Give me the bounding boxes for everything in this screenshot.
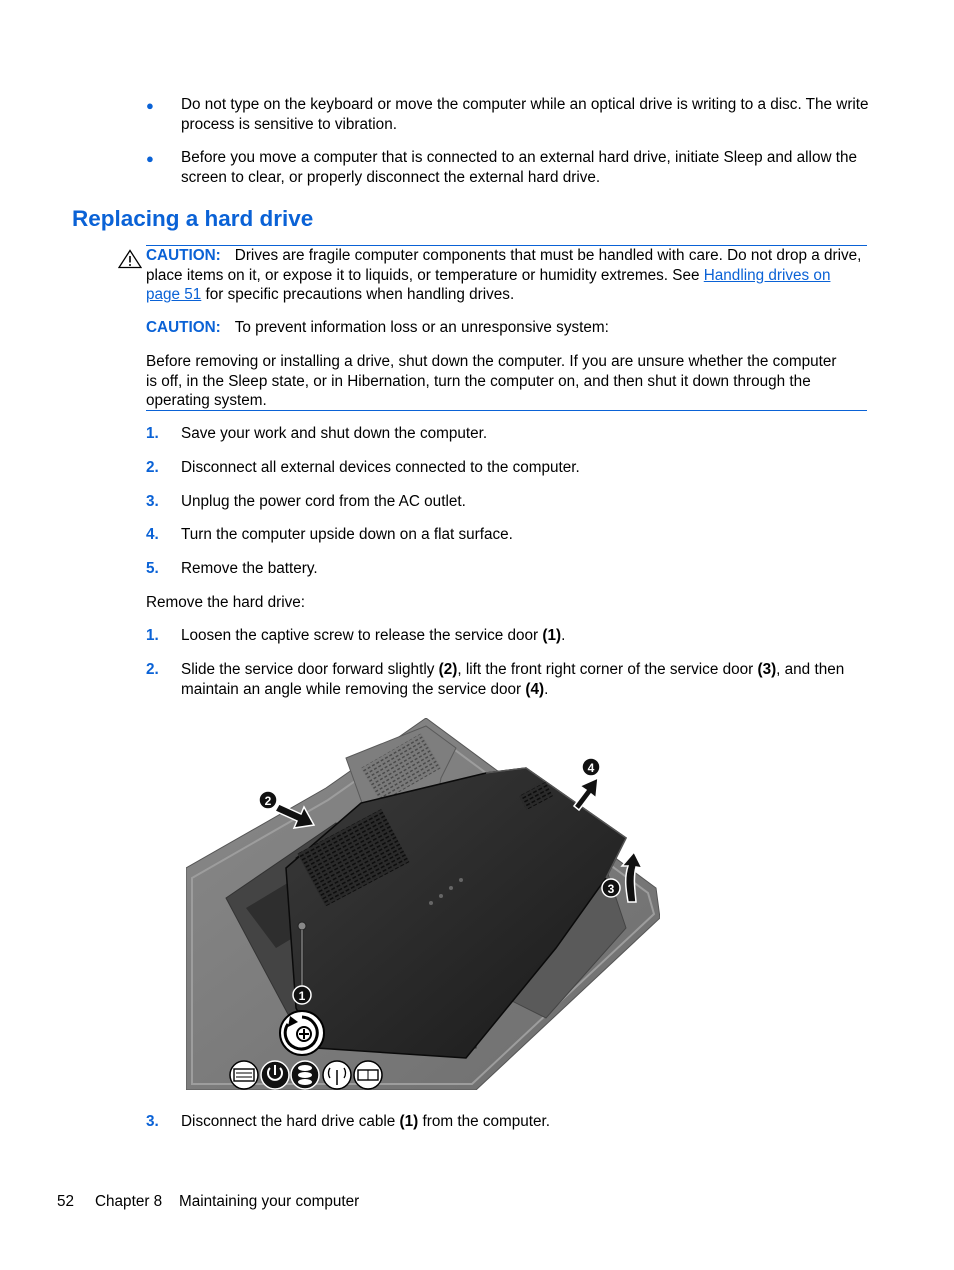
bullet-item: Before you move a computer that is connected to an external hard drive, initiate Sleep and allow the screen to clear, or properly disconnect the external hard drive. — [181, 149, 858, 186]
step-text-part: from the computer. — [418, 1113, 551, 1130]
step-text-part: Slide the service door forward slightly — [181, 661, 439, 678]
page-number: 52 — [57, 1193, 75, 1210]
step-text — [181, 660, 861, 699]
footer-chapter: Chapter 8 — [95, 1193, 163, 1210]
remove-intro: Remove the hard drive: — [146, 594, 305, 611]
step-number: 3. — [146, 1113, 159, 1130]
caution-triangle-icon — [118, 249, 142, 269]
callout-2-label: 2 — [264, 794, 272, 808]
caution-paragraph — [146, 318, 864, 338]
step-text — [181, 626, 871, 646]
callout-ref: (1) — [542, 627, 562, 644]
bullet-item: Do not type on the keyboard or move the computer while an optical drive is writing to a disc. The write process is sensitive to vibration. — [181, 96, 869, 133]
step-text: Remove the battery. — [181, 560, 318, 577]
callout-1-label: 1 — [298, 989, 306, 1003]
caution-bottom-rule — [146, 410, 867, 411]
step-text-part: , lift the front right corner of the service door — [457, 661, 758, 678]
footer-title: Maintaining your computer — [179, 1193, 360, 1210]
callout-ref: (1) — [399, 1113, 419, 1130]
step-text: Unplug the power cord from the AC outlet. — [181, 493, 466, 510]
caution-label: CAUTION: — [146, 247, 221, 264]
step-text-part: . — [561, 627, 566, 644]
step-number: 5. — [146, 560, 159, 577]
callout-ref: (2) — [438, 661, 458, 678]
caution-text: Drives are fragile computer components that must be handled with care. Do not drop a drive, place items on it, or expose it to liquids, or temperature or humidity extremes. See — [146, 247, 862, 284]
step-text: Save your work and shut down the computer. — [181, 425, 488, 442]
step-text-part: , and then maintain an angle while removing the service door — [181, 661, 845, 698]
section-heading: Replacing a hard drive — [72, 206, 314, 231]
handling-drives-link[interactable]: Handling drives on page 51 — [146, 266, 831, 303]
callout-ref: (4) — [525, 680, 545, 698]
step-text-part: Loosen the captive screw to release the service door — [181, 627, 543, 644]
step-text: Turn the computer upside down on a flat surface. — [181, 526, 513, 543]
callout-4-label: 4 — [587, 761, 595, 775]
caution-paragraph — [146, 246, 864, 305]
step-text — [181, 1112, 871, 1132]
step-text-part: . — [544, 680, 549, 698]
step-number: 2. — [146, 661, 159, 678]
step-number: 1. — [146, 425, 159, 442]
caution-text: To prevent information loss or an unresponsive system: — [234, 319, 609, 336]
step-number: 1. — [146, 627, 159, 644]
bullet-marker: ● — [146, 98, 154, 113]
bullet-marker: ● — [146, 151, 154, 166]
service-door-removal-figure — [186, 718, 660, 1090]
step-text-part: Disconnect the hard drive cable — [181, 1113, 400, 1130]
caution-label: CAUTION: — [146, 319, 221, 336]
step-number: 2. — [146, 459, 159, 476]
caution-body: Before removing or installing a drive, shut down the computer. If you are unsure whether the computer is off, in the Sleep state, or in Hibernation, turn the computer on, and then shut it down through the operating system. — [146, 353, 837, 409]
step-number: 4. — [146, 526, 159, 543]
caution-text-after: for specific precautions when handling drives. — [201, 286, 515, 303]
callout-3-label: 3 — [607, 882, 615, 896]
step-number: 3. — [146, 493, 159, 510]
bottom-icon-strip — [230, 1061, 382, 1089]
step-text: Disconnect all external devices connected to the computer. — [181, 459, 580, 476]
callout-ref: (3) — [757, 661, 777, 678]
